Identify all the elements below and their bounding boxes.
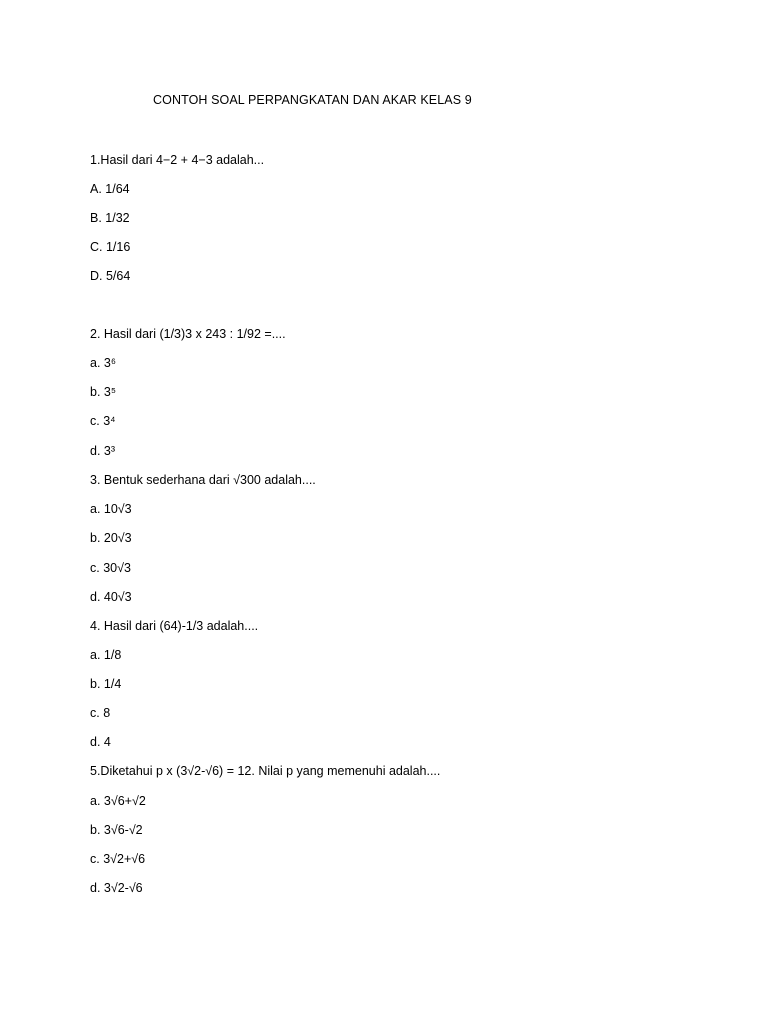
question-4-option-d: d. 4 [90, 735, 111, 749]
question-5-option-c: c. 3√2+√6 [90, 852, 146, 866]
question-2-option-c: c. 3⁴ [90, 414, 116, 428]
document-title: CONTOH SOAL PERPANGKATAN DAN AKAR KELAS 9 [153, 93, 472, 107]
question-3-option-b: b. 20√3 [90, 531, 132, 545]
question-4-option-a: a. 1/8 [90, 648, 122, 662]
question-5-prompt: 5.Diketahui p x (3√2-√6) = 12. Nilai p yang memenuhi adalah.... [90, 764, 441, 778]
question-5-option-b: b. 3√6-√2 [90, 823, 143, 837]
question-4-prompt: 4. Hasil dari (64)-1/3 adalah.... [90, 619, 259, 633]
question-1-option-d: D. 5/64 [90, 269, 131, 283]
question-2-prompt: 2. Hasil dari (1/3)3 x 243 : 1/92 =.... [90, 327, 286, 341]
question-1-option-c: C. 1/16 [90, 240, 131, 254]
question-3-option-d: d. 40√3 [90, 590, 132, 604]
question-5-option-d: d. 3√2-√6 [90, 881, 143, 895]
question-2-option-d: d. 3³ [90, 444, 116, 458]
question-3-prompt: 3. Bentuk sederhana dari √300 adalah.... [90, 473, 316, 487]
question-5-option-a: a. 3√6+√2 [90, 794, 146, 808]
question-3-option-c: c. 30√3 [90, 561, 131, 575]
question-1-prompt: 1.Hasil dari 4−2 + 4−3 adalah... [90, 153, 265, 167]
question-4-option-b: b. 1/4 [90, 677, 122, 691]
question-2-option-b: b. 3⁵ [90, 385, 117, 399]
question-1-option-b: B. 1/32 [90, 211, 130, 225]
question-1-option-a: A. 1/64 [90, 182, 130, 196]
question-4-option-c: c. 8 [90, 706, 111, 720]
question-2-option-a: a. 3⁶ [90, 356, 116, 370]
question-3-option-a: a. 10√3 [90, 502, 132, 516]
